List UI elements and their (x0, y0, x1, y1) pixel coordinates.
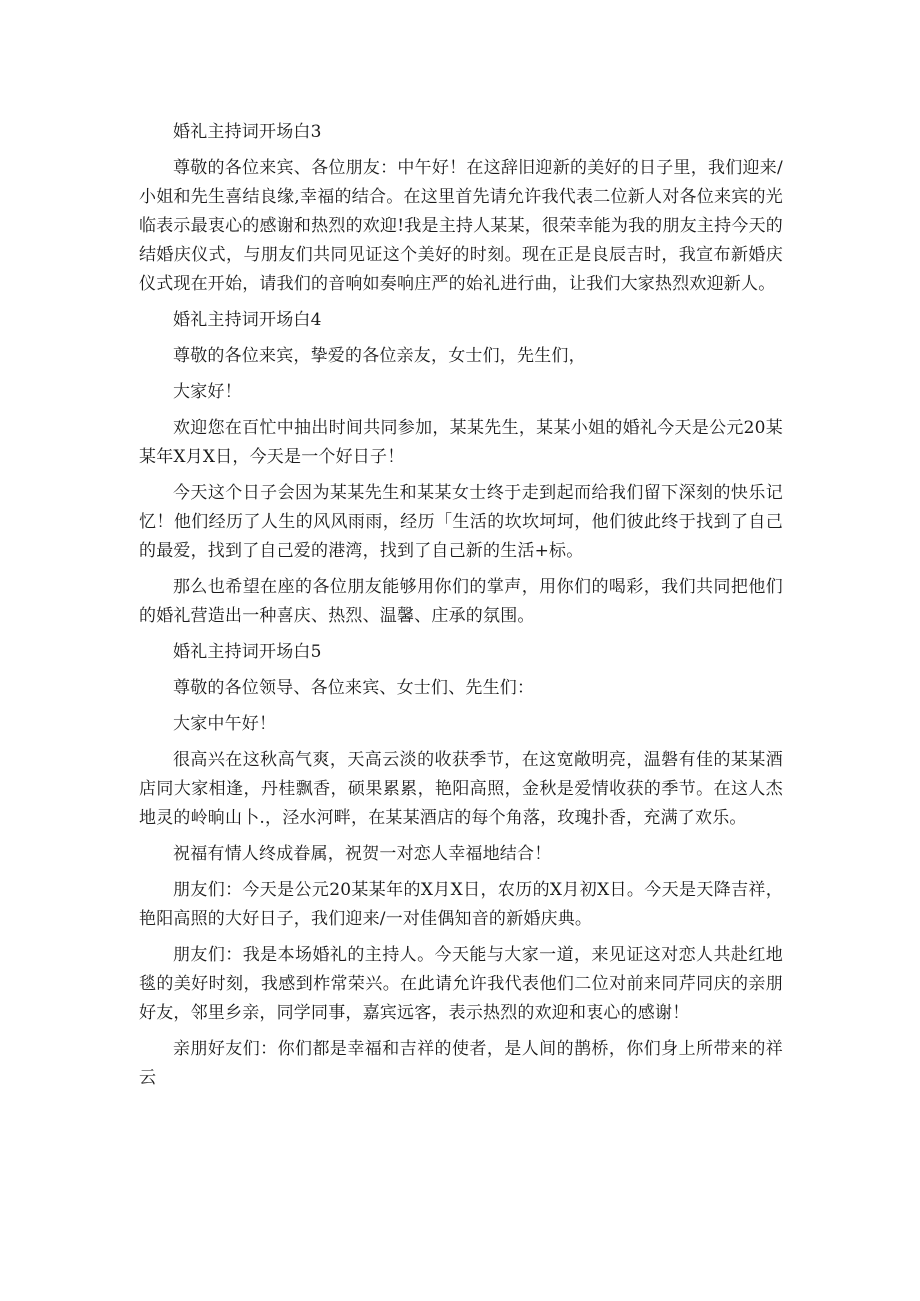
paragraph: 很高兴在这秋高气爽，天高云淡的收获季节，在这宽敞明亮，温磐有佳的某某酒店同大家相逢，丹桂飘香，硕果累累，艳阳高照，金秋是爱情收获的季节。在这人杰地灵的岭晌山卜.，泾水河畔，在某某酒店的每个角落，玫瑰扑香，充满了欢乐。 (139, 750, 783, 828)
paragraph: 大家中午好！ (173, 714, 277, 734)
paragraph: 尊敬的各位领导、各位来宾、女士们、先生们： (173, 678, 535, 698)
paragraph: 尊敬的各位来宾，挚爱的各位亲友，女士们，先生们， (173, 346, 586, 366)
paragraph: 朋友们：今天是公元20某某年的X月X日，农历的X月初X日。今天是天降吉祥，艳阳高照的大好日子，我们迎来/一对佳偶知音的新婚庆典。 (139, 880, 783, 929)
document-body (139, 118, 783, 1093)
paragraph: 尊敬的各位来宾、各位朋友：中午好！在这辞旧迎新的美好的日子里，我们迎来/小姐和先生喜结良缘,幸福的结合。在这里首先请允许我代表二位新人对各位来宾的光临表示最衷心的感谢和热烈的欢迎!我是主持人某某，很荣幸能为我的朋友主持今天的结婚庆仪式，与朋友们共同见证这个美好的时刻。现在正是良辰吉时，我宣布新婚庆仪式现在开始，请我们的音响如奏响庄严的始礼进行曲，让我们大家热烈欢迎新人。 (139, 158, 783, 294)
paragraph: 那么也希望在座的各位朋友能够用你们的掌声，用你们的喝彩，我们共同把他们的婚礼营造出一种喜庆、热烈、温馨、庄承的氛围。 (139, 577, 783, 626)
section-heading: 婚礼主持词开场白3 (173, 122, 322, 142)
section-heading: 婚礼主持词开场白5 (173, 642, 322, 662)
paragraph: 亲朋好友们：你们都是幸福和吉祥的使者，是人间的鹊桥，你们身上所带来的祥云 (139, 1039, 783, 1088)
paragraph: 今天这个日子会因为某某先生和某某女士终于走到起而给我们留下深刻的快乐记忆！他们经历了人生的风风雨雨，经历「生活的坎坎坷坷，他们彼此终于找到了自己的最爱，找到了自己爱的港湾，找到了自己新的生活+标。 (139, 483, 783, 561)
paragraph: 大家好！ (173, 382, 242, 402)
section-heading: 婚礼主持词开场白4 (173, 310, 322, 330)
paragraph: 朋友们：我是本场婚礼的主持人。今天能与大家一道，来见证这对恋人共赴红地毯的美好时刻，我感到柞常荣兴。在此请允许我代表他们二位对前来同芹同庆的亲朋好友，邻里乡亲，同学同事，嘉宾远客，表示热烈的欢迎和衷心的感谢！ (139, 945, 783, 1023)
paragraph: 祝福有情人终成眷属，祝贺一对恋人幸福地结合！ (173, 844, 552, 864)
paragraph: 欢迎您在百忙中抽出时间共同参加，某某先生，某某小姐的婚礼今天是公元20某某年X月X日，今天是一个好日子！ (139, 418, 783, 467)
